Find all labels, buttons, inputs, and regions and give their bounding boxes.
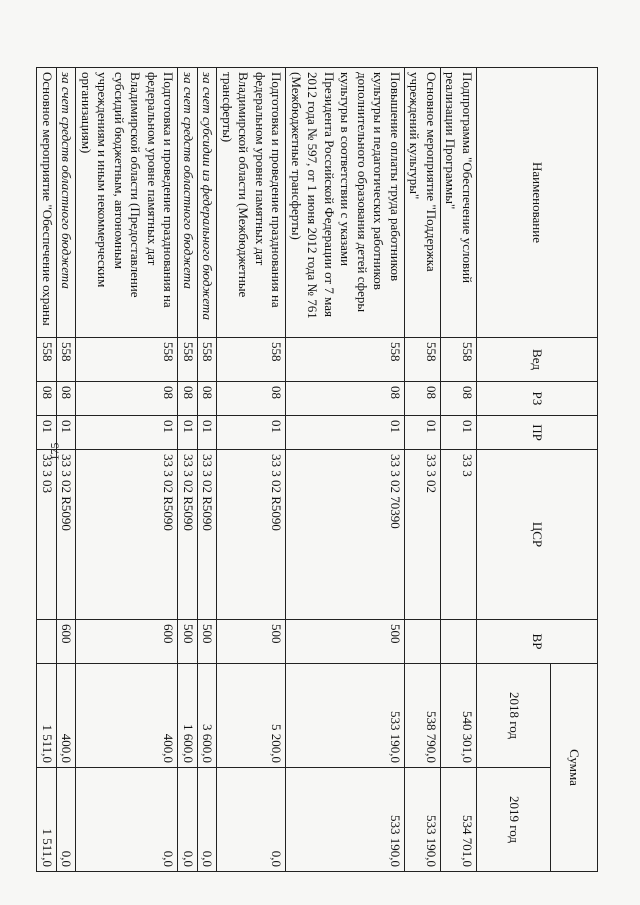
cell-rz: 08 (76, 382, 178, 416)
cell-name: за счет субсидии из федерального бюджета (198, 68, 218, 338)
cell-vr: 500 (198, 620, 218, 664)
cell-pr: 01 (198, 416, 218, 450)
cell-2019: 0,0 (217, 768, 286, 872)
header-rz: РЗ (477, 382, 598, 416)
cell-csr: 33 3 02 R5090 (217, 450, 286, 620)
cell-ved: 558 (37, 338, 57, 382)
cell-2019: 533 190,0 (286, 768, 405, 872)
table-row (37, 68, 57, 872)
budget-table (37, 67, 599, 872)
header-2019: 2019 год (477, 768, 551, 872)
cell-name: Основное мероприятие "Обеспечение охраны (37, 68, 57, 338)
cell-pr: 01 (441, 416, 477, 450)
cell-pr: 01 (57, 416, 77, 450)
cell-csr: 33 3 (441, 450, 477, 620)
cell-2019: 0,0 (198, 768, 218, 872)
cell-pr: 01 (405, 416, 441, 450)
cell-csr: 33 3 02 R5090 (178, 450, 198, 620)
table-row (57, 68, 77, 872)
cell-rz: 08 (405, 382, 441, 416)
cell-vr: 500 (178, 620, 198, 664)
cell-ved: 558 (441, 338, 477, 382)
cell-name: Подготовка и проведение празднования на федеральном уровне памятных дат Владимирской области (Межбюджетные трансферты) (217, 68, 286, 338)
cell-ved: 558 (405, 338, 441, 382)
cell-2018: 5 200,0 (217, 664, 286, 768)
cell-2018: 400,0 (76, 664, 178, 768)
cell-pr: 01 (178, 416, 198, 450)
table-row (441, 68, 477, 872)
cell-rz: 08 (178, 382, 198, 416)
cell-2019: 534 701,0 (441, 768, 477, 872)
cell-vr (441, 620, 477, 664)
header-sum: Сумма (551, 664, 598, 872)
cell-name: Основное мероприятие "Поддержка учреждений культуры" (405, 68, 441, 338)
cell-name: за счет средств областного бюджета (178, 68, 198, 338)
cell-ved: 558 (198, 338, 218, 382)
cell-rz: 08 (217, 382, 286, 416)
header-ved: Вед (477, 338, 598, 382)
cell-vr: 600 (57, 620, 77, 664)
cell-csr: 33 3 02 R5090 (198, 450, 218, 620)
cell-vr: 500 (286, 620, 405, 664)
cell-csr: 33 3 02 R5090 (57, 450, 77, 620)
cell-csr: 33 3 03 (37, 450, 57, 620)
header-pr: ПР (477, 416, 598, 450)
cell-vr: 600 (76, 620, 178, 664)
cell-pr: 01 (37, 416, 57, 450)
header-2018: 2018 год (477, 664, 551, 768)
cell-2019: 0,0 (178, 768, 198, 872)
page-number: 175 (47, 442, 62, 461)
table-row (76, 68, 178, 872)
cell-2018: 538 790,0 (405, 664, 441, 768)
cell-rz: 08 (441, 382, 477, 416)
cell-csr: 33 3 02 R5090 (76, 450, 178, 620)
cell-rz: 08 (57, 382, 77, 416)
header-csr: ЦСР (477, 450, 598, 620)
table-row (405, 68, 441, 872)
cell-pr: 01 (217, 416, 286, 450)
cell-2018: 1 600,0 (178, 664, 198, 768)
cell-vr (405, 620, 441, 664)
cell-ved: 558 (57, 338, 77, 382)
cell-name: Подпрограмма "Обеспечение условий реализации Программы" (441, 68, 477, 338)
table-body (37, 68, 477, 872)
table-row (286, 68, 405, 872)
cell-ved: 558 (76, 338, 178, 382)
cell-2019: 1 511,0 (37, 768, 57, 872)
cell-pr: 01 (286, 416, 405, 450)
table-row (178, 68, 198, 872)
cell-rz: 08 (286, 382, 405, 416)
cell-2018: 3 600,0 (198, 664, 218, 768)
cell-2019: 0,0 (76, 768, 178, 872)
cell-2019: 0,0 (57, 768, 77, 872)
cell-ved: 558 (217, 338, 286, 382)
cell-name: Повышение оплаты труда работников культуры и педагогических работников дополнительного образования детей сферы культуры в соответствии с указами Президента Российской Федерации от 7 мая 2012 года № 597, от 1 июня 2012 года № 761 (Межбюджетные трансферты) (286, 68, 405, 338)
cell-2019: 533 190,0 (405, 768, 441, 872)
cell-csr: 33 3 02 70390 (286, 450, 405, 620)
cell-vr: 500 (217, 620, 286, 664)
cell-rz: 08 (37, 382, 57, 416)
table-header (477, 68, 598, 872)
cell-csr: 33 3 02 (405, 450, 441, 620)
cell-ved: 558 (286, 338, 405, 382)
cell-2018: 533 190,0 (286, 664, 405, 768)
cell-name: Подготовка и проведение празднования на федеральном уровне памятных дат Владимирской области (Предоставление субсидий бюджетным, автономным учреждениям и иным некоммерческим организациям) (76, 68, 178, 338)
table-row (198, 68, 218, 872)
cell-ved: 558 (178, 338, 198, 382)
cell-2018: 540 301,0 (441, 664, 477, 768)
cell-pr: 01 (76, 416, 178, 450)
cell-name: за счет средств областного бюджета (57, 68, 77, 338)
header-vr: ВР (477, 620, 598, 664)
cell-vr (37, 620, 57, 664)
cell-rz: 08 (198, 382, 218, 416)
cell-2018: 400,0 (57, 664, 77, 768)
cell-2018: 1 511,0 (37, 664, 57, 768)
header-name: Наименование (477, 68, 598, 338)
table-row (217, 68, 286, 872)
